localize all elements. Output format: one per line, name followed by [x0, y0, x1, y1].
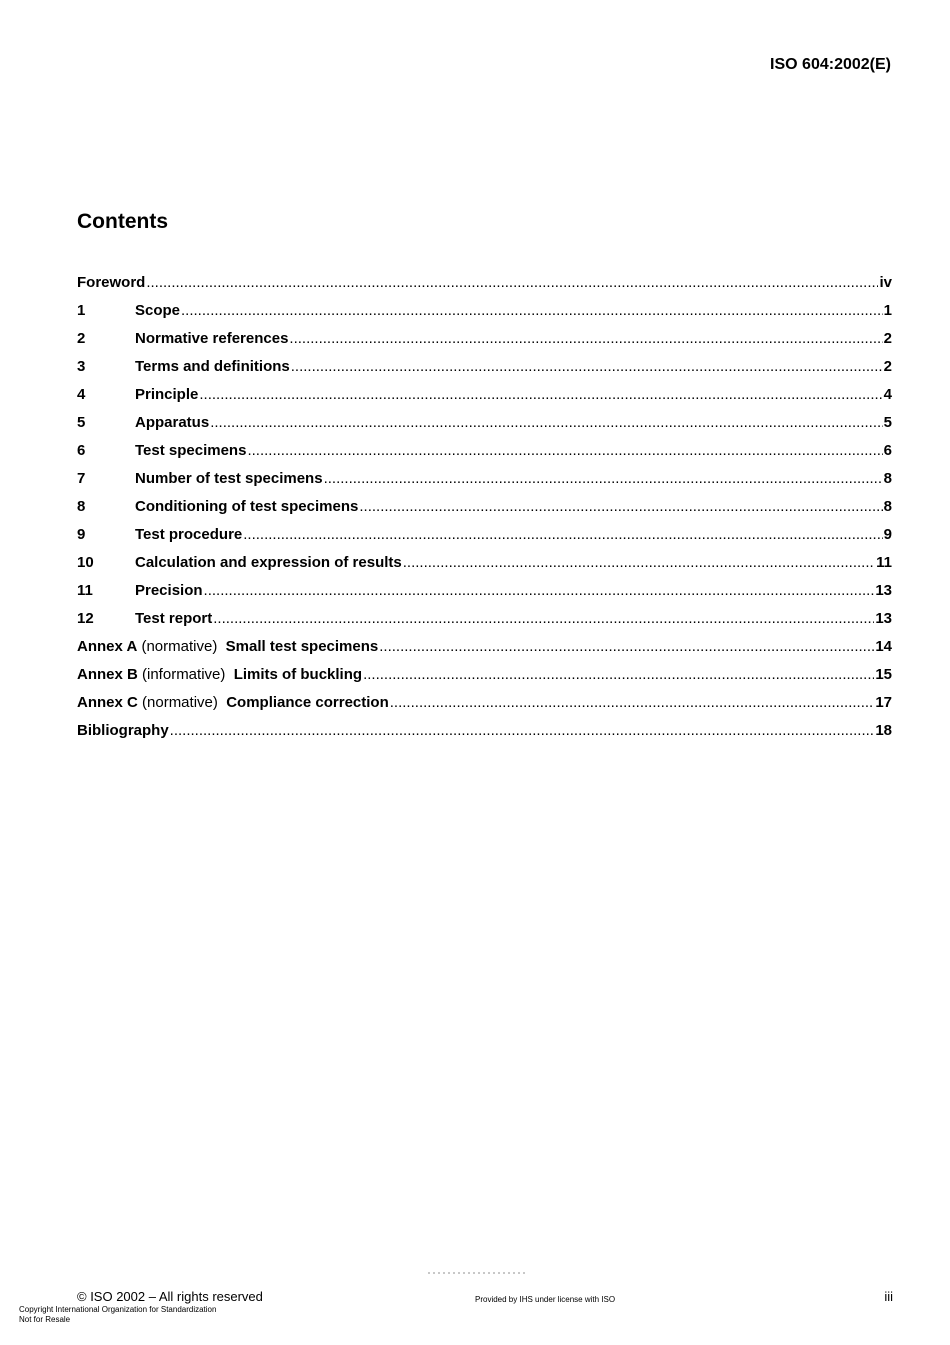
annex-type: (normative): [142, 693, 218, 711]
dot-leader: [146, 274, 878, 291]
footer-copyright-note: [19, 1305, 216, 1325]
dot-leader: [324, 470, 883, 487]
toc-entry-page: 17: [875, 693, 892, 711]
toc-entry-title: Precision: [135, 581, 203, 599]
dot-leader: [379, 638, 874, 655]
toc-entry-number: 9: [77, 525, 86, 543]
toc-entry-number: 8: [77, 497, 86, 515]
toc-entry-test-report[interactable]: [77, 604, 892, 632]
toc-entry-number: 5: [77, 413, 86, 431]
toc-entry-title: Compliance correction: [226, 693, 389, 711]
copyright-note-line: Copyright International Organization for Standardization: [19, 1305, 217, 1314]
dot-leader: [363, 666, 874, 683]
dot-leader: [247, 442, 882, 459]
annex-label: Annex B: [77, 665, 138, 683]
dot-leader: [170, 722, 875, 739]
toc-entry-title: Calculation and expression of results: [135, 553, 402, 571]
toc-entry-page: 8: [883, 469, 892, 487]
toc-entry-page: 5: [883, 413, 892, 431]
toc-entry-terms-and-definitions[interactable]: [77, 352, 892, 380]
toc-entry-apparatus[interactable]: [77, 408, 892, 436]
footer-license-note: Provided by IHS under license with ISO: [475, 1295, 616, 1304]
toc-entry-page: 11: [876, 553, 892, 571]
dot-leader: [243, 526, 882, 543]
toc-entry-title: Small test specimens: [225, 637, 379, 655]
toc-entry-principle[interactable]: [77, 380, 892, 408]
dot-leader: [181, 302, 883, 319]
table-of-contents: [77, 268, 892, 744]
toc-entry-number: 4: [77, 385, 86, 403]
faint-scan-mark: [428, 1272, 526, 1274]
annex-type: (normative): [141, 637, 218, 655]
toc-entry-number: 6: [77, 441, 86, 459]
dot-leader: [213, 610, 874, 627]
toc-entry-title: Number of test specimens: [135, 469, 323, 487]
dot-leader: [204, 582, 875, 599]
toc-entry-page: 2: [883, 357, 892, 375]
toc-entry-title: Test specimens: [135, 441, 247, 459]
dot-leader: [210, 414, 882, 431]
toc-entry-title: Apparatus: [135, 413, 210, 431]
toc-entry-precision[interactable]: [77, 576, 892, 604]
annex-type: (informative): [142, 665, 226, 683]
toc-entry-title: Bibliography: [77, 721, 169, 739]
toc-entry-page: 6: [883, 441, 892, 459]
footer-copyright: © ISO 2002 – All rights reserved: [77, 1289, 263, 1304]
toc-entry-number-of-test-specimens[interactable]: [77, 464, 892, 492]
toc-entry-page: iv: [879, 273, 892, 291]
toc-entry-title: Normative references: [135, 329, 289, 347]
toc-entry-page: 4: [883, 385, 892, 403]
dot-leader: [359, 498, 882, 515]
toc-entry-annex-a[interactable]: [77, 632, 892, 660]
toc-entry-annex-c[interactable]: [77, 688, 892, 716]
toc-entry-title: Terms and definitions: [135, 357, 290, 375]
toc-entry-title: Principle: [135, 385, 199, 403]
toc-entry-title: Limits of buckling: [233, 665, 363, 683]
toc-entry-conditioning[interactable]: [77, 492, 892, 520]
toc-entry-title: Foreword: [77, 273, 146, 291]
toc-entry-title: Test report: [135, 609, 213, 627]
toc-entry-title: Test procedure: [135, 525, 243, 543]
copyright-note-line: Not for Resale: [19, 1315, 71, 1324]
dot-leader: [403, 554, 875, 571]
toc-entry-page: 2: [883, 329, 892, 347]
toc-entry-number: 11: [77, 581, 93, 599]
toc-entry-number: 12: [77, 609, 94, 627]
annex-label: Annex C: [77, 693, 138, 711]
toc-entry-number: 10: [77, 553, 94, 571]
toc-entry-foreword[interactable]: [77, 268, 892, 296]
toc-entry-page: 14: [875, 637, 892, 655]
toc-entry-title: Scope: [135, 301, 181, 319]
toc-entry-page: 8: [883, 497, 892, 515]
toc-entry-title: Conditioning of test specimens: [135, 497, 359, 515]
toc-entry-number: 1: [77, 301, 86, 319]
toc-entry-number: 7: [77, 469, 86, 487]
toc-entry-test-specimens[interactable]: [77, 436, 892, 464]
toc-entry-page: 1: [883, 301, 892, 319]
toc-entry-normative-references[interactable]: [77, 324, 892, 352]
toc-entry-number: 2: [77, 329, 86, 347]
toc-entry-annex-b[interactable]: [77, 660, 892, 688]
dot-leader: [199, 386, 882, 403]
dot-leader: [390, 694, 875, 711]
toc-entry-bibliography[interactable]: [77, 716, 892, 744]
footer-page-number: iii: [884, 1289, 893, 1304]
toc-entry-page: 13: [875, 609, 892, 627]
contents-heading: Contents: [77, 210, 168, 233]
toc-entry-scope[interactable]: [77, 296, 892, 324]
toc-entry-test-procedure[interactable]: [77, 520, 892, 548]
dot-leader: [291, 358, 883, 375]
annex-label: Annex A: [77, 637, 138, 655]
dot-leader: [289, 330, 882, 347]
toc-entry-page: 18: [875, 721, 892, 739]
document-id: ISO 604:2002(E): [770, 56, 891, 73]
toc-entry-page: 13: [875, 581, 892, 599]
toc-entry-number: 3: [77, 357, 86, 375]
toc-entry-page: 15: [875, 665, 892, 683]
toc-entry-calculation[interactable]: [77, 548, 892, 576]
toc-entry-page: 9: [883, 525, 892, 543]
